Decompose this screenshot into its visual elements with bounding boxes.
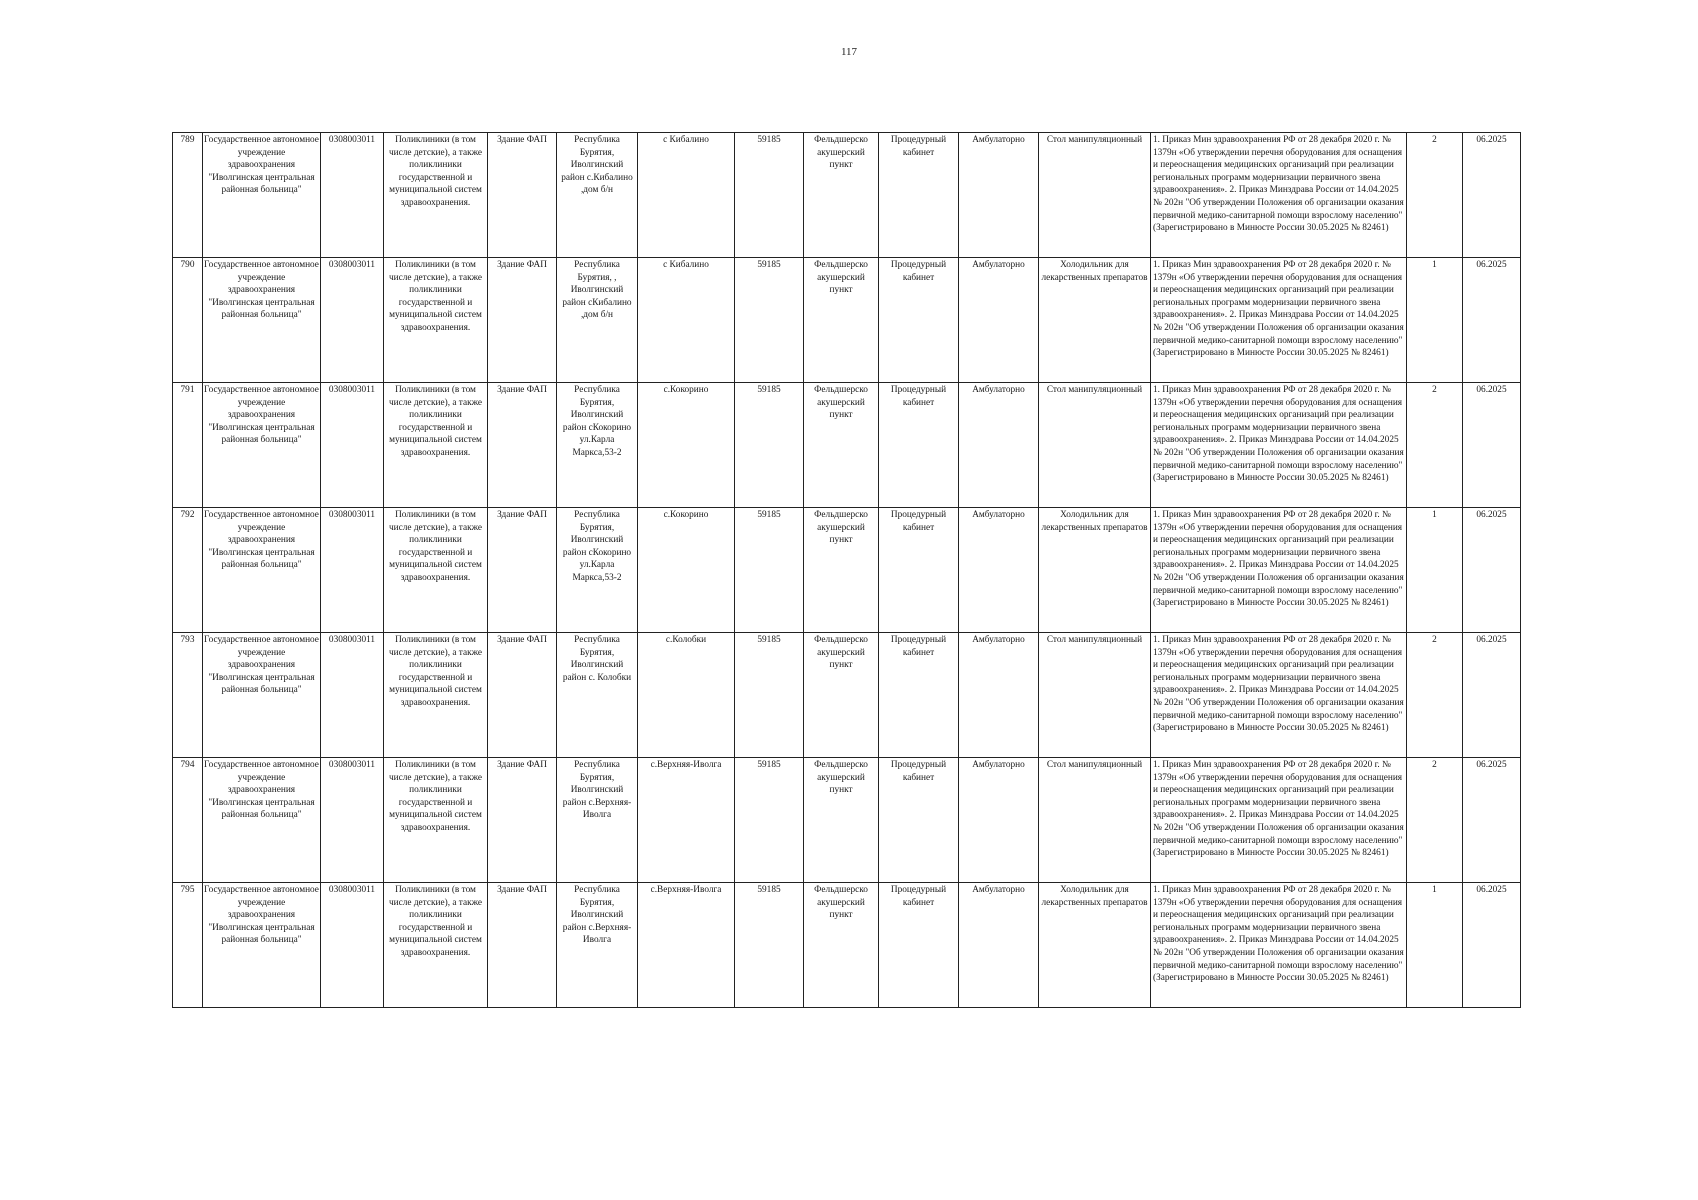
organization-cell: Государственное автономное учреждение здравоохранения "Иволгинская центральная районная больница" <box>203 258 321 383</box>
settlement-cell: с.Кокорино <box>638 508 735 633</box>
building-cell: Здание ФАП <box>488 883 557 1008</box>
care-condition-cell: Амбулаторно <box>959 258 1039 383</box>
equipment-cell: Холодильник для лекарственных препаратов <box>1039 258 1151 383</box>
equipment-cell: Стол манипуляционный <box>1039 633 1151 758</box>
row-index: 795 <box>173 883 203 1008</box>
postal-code-cell: 59185 <box>735 633 804 758</box>
facility-cell: Фельдшерско акушерский пункт <box>804 133 879 258</box>
building-cell: Здание ФАП <box>488 258 557 383</box>
building-cell: Здание ФАП <box>488 633 557 758</box>
date-cell: 06.2025 <box>1463 758 1521 883</box>
organization-cell: Государственное автономное учреждение здравоохранения "Иволгинская центральная районная больница" <box>203 758 321 883</box>
building-cell: Здание ФАП <box>488 133 557 258</box>
address-cell: Республика Бурятия, Иволгинский район сКокорино ул.Карла Маркса,53-2 <box>557 383 638 508</box>
care-condition-cell: Амбулаторно <box>959 883 1039 1008</box>
address-cell: Республика Бурятия, Иволгинский район с.Верхняя-Иволга <box>557 883 638 1008</box>
subdivision-type-cell: Поликлиники (в том числе детские), а также поликлиники государственной и муниципальной систем здравоохранения. <box>384 133 488 258</box>
address-cell: Республика Бурятия, Иволгинский район сКокорино ул.Карла Маркса,53-2 <box>557 508 638 633</box>
room-cell: Процедурный кабинет <box>879 508 959 633</box>
organization-cell: Государственное автономное учреждение здравоохранения "Иволгинская центральная районная больница" <box>203 633 321 758</box>
date-cell: 06.2025 <box>1463 883 1521 1008</box>
settlement-cell: с.Кокорино <box>638 383 735 508</box>
postal-code-cell: 59185 <box>735 508 804 633</box>
equipment-cell: Стол манипуляционный <box>1039 133 1151 258</box>
row-index: 790 <box>173 258 203 383</box>
subdivision-type-cell: Поликлиники (в том числе детские), а также поликлиники государственной и муниципальной систем здравоохранения. <box>384 383 488 508</box>
table-row <box>173 633 1521 758</box>
date-cell: 06.2025 <box>1463 133 1521 258</box>
table-row <box>173 883 1521 1008</box>
legal-basis-cell: 1. Приказ Мин здравоохранения РФ от 28 декабря 2020 г. № 1379н «Об утверждении перечня оборудования для оснащения и переоснащения медицинских организаций при реализации региональных программ модернизации первичного звена здравоохранения». 2. Приказ Минздрава России от 14.04.2025 № 202н "Об утверждении Положения об организации оказания первичной медико-санитарной помощи взрослому населению" (Зарегистрировано в Минюсте России 30.05.2025 № 82461) <box>1151 758 1407 883</box>
equipment-cell: Холодильник для лекарственных препаратов <box>1039 508 1151 633</box>
subdivision-type-cell: Поликлиники (в том числе детские), а также поликлиники государственной и муниципальной систем здравоохранения. <box>384 633 488 758</box>
facility-cell: Фельдшерско акушерский пункт <box>804 258 879 383</box>
row-index: 792 <box>173 508 203 633</box>
address-cell: Республика Бурятия, Иволгинский район с.Верхняя-Иволга <box>557 758 638 883</box>
room-cell: Процедурный кабинет <box>879 758 959 883</box>
quantity-cell: 1 <box>1407 258 1463 383</box>
code-cell: 0308003011 <box>321 508 384 633</box>
legal-basis-cell: 1. Приказ Мин здравоохранения РФ от 28 декабря 2020 г. № 1379н «Об утверждении перечня оборудования для оснащения и переоснащения медицинских организаций при реализации региональных программ модернизации первичного звена здравоохранения». 2. Приказ Минздрава России от 14.04.2025 № 202н "Об утверждении Положения об организации оказания первичной медико-санитарной помощи взрослому населению" (Зарегистрировано в Минюсте России 30.05.2025 № 82461) <box>1151 508 1407 633</box>
building-cell: Здание ФАП <box>488 383 557 508</box>
quantity-cell: 2 <box>1407 758 1463 883</box>
address-cell: Республика Бурятия, Иволгинский район с.Кибалино ,дом б/н <box>557 133 638 258</box>
legal-basis-cell: 1. Приказ Мин здравоохранения РФ от 28 декабря 2020 г. № 1379н «Об утверждении перечня оборудования для оснащения и переоснащения медицинских организаций при реализации региональных программ модернизации первичного звена здравоохранения». 2. Приказ Минздрава России от 14.04.2025 № 202н "Об утверждении Положения об организации оказания первичной медико-санитарной помощи взрослому населению" (Зарегистрировано в Минюсте России 30.05.2025 № 82461) <box>1151 883 1407 1008</box>
quantity-cell: 2 <box>1407 633 1463 758</box>
facility-cell: Фельдшерско акушерский пункт <box>804 508 879 633</box>
row-index: 789 <box>173 133 203 258</box>
equipment-cell: Холодильник для лекарственных препаратов <box>1039 883 1151 1008</box>
facility-cell: Фельдшерско акушерский пункт <box>804 883 879 1008</box>
code-cell: 0308003011 <box>321 883 384 1008</box>
table-row <box>173 258 1521 383</box>
row-index: 791 <box>173 383 203 508</box>
quantity-cell: 1 <box>1407 883 1463 1008</box>
organization-cell: Государственное автономное учреждение здравоохранения "Иволгинская центральная районная больница" <box>203 383 321 508</box>
code-cell: 0308003011 <box>321 633 384 758</box>
table-row <box>173 133 1521 258</box>
equipment-cell: Стол манипуляционный <box>1039 383 1151 508</box>
care-condition-cell: Амбулаторно <box>959 508 1039 633</box>
date-cell: 06.2025 <box>1463 508 1521 633</box>
care-condition-cell: Амбулаторно <box>959 133 1039 258</box>
table-body <box>173 133 1521 1008</box>
quantity-cell: 2 <box>1407 383 1463 508</box>
settlement-cell: с.Верхняя-Иволга <box>638 758 735 883</box>
room-cell: Процедурный кабинет <box>879 133 959 258</box>
code-cell: 0308003011 <box>321 133 384 258</box>
organization-cell: Государственное автономное учреждение здравоохранения "Иволгинская центральная районная больница" <box>203 508 321 633</box>
table-row <box>173 758 1521 883</box>
quantity-cell: 1 <box>1407 508 1463 633</box>
address-cell: Республика Бурятия, Иволгинский район с. Колобки <box>557 633 638 758</box>
room-cell: Процедурный кабинет <box>879 883 959 1008</box>
building-cell: Здание ФАП <box>488 758 557 883</box>
subdivision-type-cell: Поликлиники (в том числе детские), а также поликлиники государственной и муниципальной систем здравоохранения. <box>384 508 488 633</box>
postal-code-cell: 59185 <box>735 883 804 1008</box>
postal-code-cell: 59185 <box>735 758 804 883</box>
facility-cell: Фельдшерско акушерский пункт <box>804 383 879 508</box>
table-row <box>173 383 1521 508</box>
organization-cell: Государственное автономное учреждение здравоохранения "Иволгинская центральная районная больница" <box>203 133 321 258</box>
facility-cell: Фельдшерско акушерский пункт <box>804 633 879 758</box>
row-index: 794 <box>173 758 203 883</box>
date-cell: 06.2025 <box>1463 633 1521 758</box>
settlement-cell: с Кибалино <box>638 133 735 258</box>
room-cell: Процедурный кабинет <box>879 383 959 508</box>
building-cell: Здание ФАП <box>488 508 557 633</box>
legal-basis-cell: 1. Приказ Мин здравоохранения РФ от 28 декабря 2020 г. № 1379н «Об утверждении перечня оборудования для оснащения и переоснащения медицинских организаций при реализации региональных программ модернизации первичного звена здравоохранения». 2. Приказ Минздрава России от 14.04.2025 № 202н "Об утверждении Положения об организации оказания первичной медико-санитарной помощи взрослому населению" (Зарегистрировано в Минюсте России 30.05.2025 № 82461) <box>1151 633 1407 758</box>
page-number: 117 <box>840 46 858 58</box>
subdivision-type-cell: Поликлиники (в том числе детские), а также поликлиники государственной и муниципальной систем здравоохранения. <box>384 883 488 1008</box>
legal-basis-cell: 1. Приказ Мин здравоохранения РФ от 28 декабря 2020 г. № 1379н «Об утверждении перечня оборудования для оснащения и переоснащения медицинских организаций при реализации региональных программ модернизации первичного звена здравоохранения». 2. Приказ Минздрава России от 14.04.2025 № 202н "Об утверждении Положения об организации оказания первичной медико-санитарной помощи взрослому населению" (Зарегистрировано в Минюсте России 30.05.2025 № 82461) <box>1151 258 1407 383</box>
legal-basis-cell: 1. Приказ Мин здравоохранения РФ от 28 декабря 2020 г. № 1379н «Об утверждении перечня оборудования для оснащения и переоснащения медицинских организаций при реализации региональных программ модернизации первичного звена здравоохранения». 2. Приказ Минздрава России от 14.04.2025 № 202н "Об утверждении Положения об организации оказания первичной медико-санитарной помощи взрослому населению" (Зарегистрировано в Минюсте России 30.05.2025 № 82461) <box>1151 383 1407 508</box>
quantity-cell: 2 <box>1407 133 1463 258</box>
equipment-cell: Стол манипуляционный <box>1039 758 1151 883</box>
code-cell: 0308003011 <box>321 758 384 883</box>
subdivision-type-cell: Поликлиники (в том числе детские), а также поликлиники государственной и муниципальной систем здравоохранения. <box>384 258 488 383</box>
care-condition-cell: Амбулаторно <box>959 383 1039 508</box>
table-row <box>173 508 1521 633</box>
settlement-cell: с.Колобки <box>638 633 735 758</box>
date-cell: 06.2025 <box>1463 258 1521 383</box>
room-cell: Процедурный кабинет <box>879 633 959 758</box>
subdivision-type-cell: Поликлиники (в том числе детские), а также поликлиники государственной и муниципальной систем здравоохранения. <box>384 758 488 883</box>
date-cell: 06.2025 <box>1463 383 1521 508</box>
postal-code-cell: 59185 <box>735 383 804 508</box>
room-cell: Процедурный кабинет <box>879 258 959 383</box>
postal-code-cell: 59185 <box>735 133 804 258</box>
settlement-cell: с.Верхняя-Иволга <box>638 883 735 1008</box>
settlement-cell: с Кибалино <box>638 258 735 383</box>
code-cell: 0308003011 <box>321 383 384 508</box>
postal-code-cell: 59185 <box>735 258 804 383</box>
legal-basis-cell: 1. Приказ Мин здравоохранения РФ от 28 декабря 2020 г. № 1379н «Об утверждении перечня оборудования для оснащения и переоснащения медицинских организаций при реализации региональных программ модернизации первичного звена здравоохранения». 2. Приказ Минздрава России от 14.04.2025 № 202н "Об утверждении Положения об организации оказания первичной медико-санитарной помощи взрослому населению" (Зарегистрировано в Минюсте России 30.05.2025 № 82461) <box>1151 133 1407 258</box>
facility-cell: Фельдшерско акушерский пункт <box>804 758 879 883</box>
organization-cell: Государственное автономное учреждение здравоохранения "Иволгинская центральная районная больница" <box>203 883 321 1008</box>
code-cell: 0308003011 <box>321 258 384 383</box>
equipment-registry-table <box>172 132 1521 1008</box>
row-index: 793 <box>173 633 203 758</box>
care-condition-cell: Амбулаторно <box>959 633 1039 758</box>
address-cell: Республика Бурятия, , Иволгинский район сКибалино ,дом б/н <box>557 258 638 383</box>
care-condition-cell: Амбулаторно <box>959 758 1039 883</box>
